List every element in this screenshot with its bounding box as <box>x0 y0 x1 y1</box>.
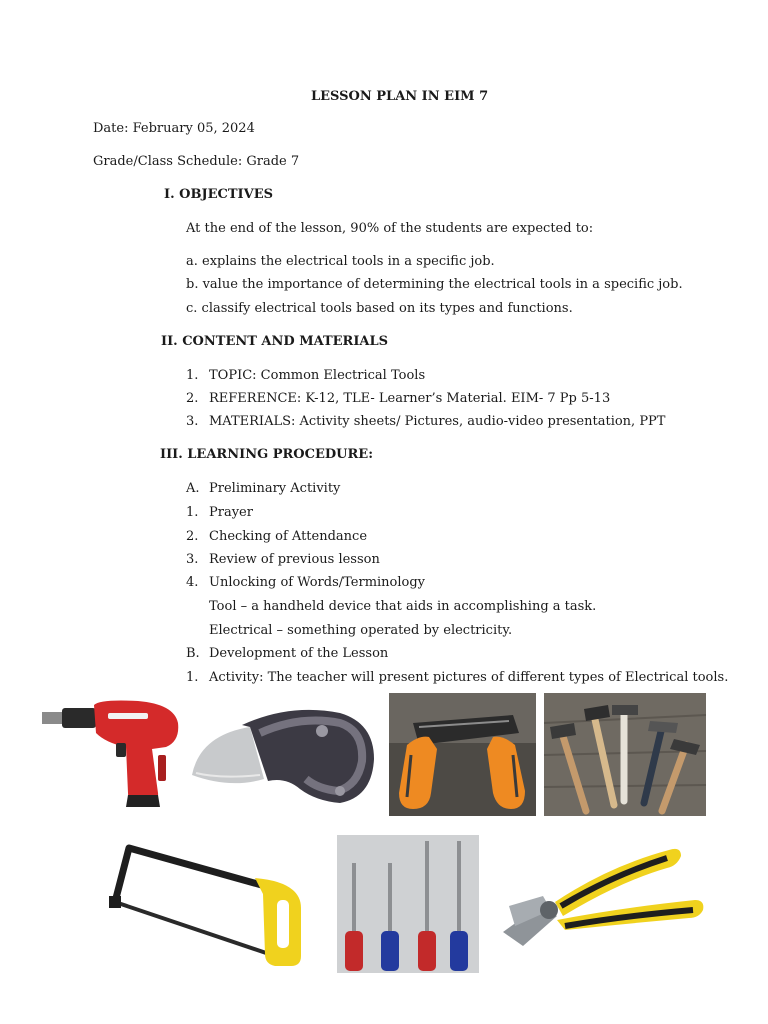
procedure-item-text: Review of previous lesson <box>209 552 380 567</box>
page-title: LESSON PLAN IN EIM 7 <box>311 89 489 104</box>
procedure-item-text: Development of the Lesson <box>209 646 389 661</box>
utility-knife-image <box>190 705 376 807</box>
content-item-num: 3. <box>186 414 199 429</box>
procedure-item-num: 4. <box>186 575 199 590</box>
content-item-text: TOPIC: Common Electrical Tools <box>209 368 426 383</box>
procedure-item-num: A. <box>186 481 200 496</box>
procedure-item-text: Preliminary Activity <box>209 481 341 496</box>
procedure-item-text: Unlocking of Words/Terminology <box>209 575 426 590</box>
procedure-item-text: Prayer <box>209 505 253 520</box>
content-item-num: 1. <box>186 368 199 383</box>
wire-stripper-image <box>389 693 536 816</box>
procedure-item-num: 1. <box>186 505 199 520</box>
content-item-num: 2. <box>186 391 199 406</box>
objective-item: a. explains the electrical tools in a specific job. <box>186 254 495 269</box>
procedure-item-num: 2. <box>186 529 199 544</box>
procedure-item-text: Activity: The teacher will present pictures of different types of Electrical tools. <box>209 670 729 685</box>
electric-drill-image <box>40 693 188 811</box>
date-line: Date: February 05, 2024 <box>93 121 255 136</box>
content-item-text: MATERIALS: Activity sheets/ Pictures, audio-video presentation, PPT <box>209 414 666 429</box>
definition-tool: Tool – a handheld device that aids in accomplishing a task. <box>209 599 597 614</box>
procedure-item-num: B. <box>186 646 200 661</box>
objectives-intro: At the end of the lesson, 90% of the students are expected to: <box>186 221 594 236</box>
procedure-item-text: Checking of Attendance <box>209 529 368 544</box>
objectives-heading: I. OBJECTIVES <box>164 187 273 202</box>
content-item-text: REFERENCE: K-12, TLE- Learner’s Material. EIM- 7 Pp 5-13 <box>209 391 611 406</box>
objective-item: b. value the importance of determining the electrical tools in a specific job. <box>186 277 683 292</box>
hammers-image <box>544 693 706 816</box>
procedure-heading: III. LEARNING PROCEDURE: <box>160 447 373 462</box>
screwdrivers-image <box>337 835 479 973</box>
procedure-item-num: 3. <box>186 552 199 567</box>
hacksaw-image <box>105 838 307 968</box>
schedule-line: Grade/Class Schedule: Grade 7 <box>93 154 300 169</box>
procedure-item-num: 1. <box>186 670 199 685</box>
objective-item: c. classify electrical tools based on its types and functions. <box>186 301 573 316</box>
pliers-image <box>499 836 709 952</box>
definition-electrical: Electrical – something operated by electricity. <box>209 623 513 638</box>
content-heading: II. CONTENT AND MATERIALS <box>161 334 389 349</box>
